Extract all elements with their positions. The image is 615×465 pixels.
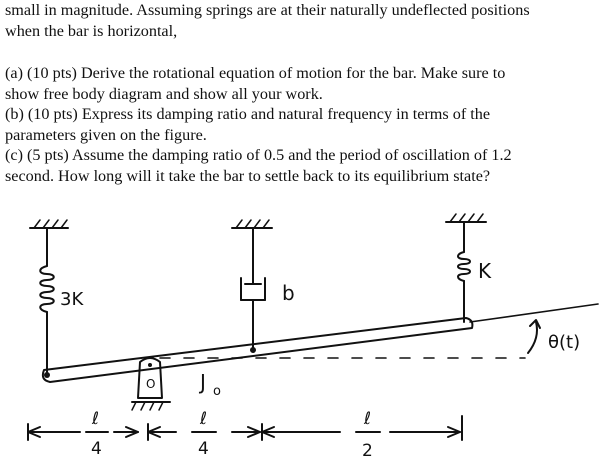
part-c-line-2: second. How long will it take the bar to settle back to its equilibrium state? — [5, 166, 491, 185]
angle-label: θ(t) — [548, 332, 581, 353]
part-a-line-1: (a) (10 pts) Derive the rotational equation of motion for the bar. Make sure to — [5, 64, 506, 82]
dimension-fraction-2 — [192, 409, 216, 459]
right-spring-k — [458, 222, 470, 322]
angle-arrowhead — [530, 320, 540, 328]
inertia-subscript: o — [213, 384, 221, 399]
part-c-line-1: (c) (5 pts) Assume the damping ratio of 0.5 and the period of oscillation of 1.2 — [5, 146, 512, 164]
intro-line-1: small in magnitude. Assuming springs are at their naturally undeflected positions — [5, 1, 530, 19]
svg-text:4: 4 — [91, 439, 102, 459]
right-ceiling-support — [446, 214, 486, 222]
middle-ceiling-support — [232, 220, 272, 228]
mechanism-figure — [0, 205, 615, 465]
paragraph-gap — [5, 41, 613, 63]
left-spring-label: 3K — [60, 289, 84, 310]
bar-extension-line — [470, 304, 598, 322]
part-a-line-2: show free body diagram and show all your work. — [5, 84, 323, 103]
part-b-line-2: parameters given on the figure. — [5, 125, 207, 144]
damper-label: b — [282, 281, 295, 305]
damper-b — [241, 228, 265, 350]
dimension-fraction-3 — [356, 409, 380, 461]
pivot-label: O — [146, 377, 156, 391]
dimension-fraction-1 — [86, 409, 108, 459]
left-spring-3k — [40, 228, 54, 372]
right-spring-label: K — [478, 259, 492, 283]
svg-text:4: 4 — [198, 439, 209, 459]
problem-text — [5, 0, 613, 186]
svg-text:ℓ: ℓ — [364, 409, 372, 429]
svg-text:ℓ: ℓ — [200, 409, 208, 429]
svg-text:ℓ: ℓ — [92, 409, 100, 429]
svg-text:2: 2 — [362, 441, 373, 461]
intro-line-2: when the bar is horizontal, — [5, 21, 178, 40]
left-ceiling-support — [30, 220, 68, 228]
tilted-bar — [43, 318, 473, 382]
inertia-label: J — [200, 370, 206, 394]
part-b-line-1: (b) (10 pts) Express its damping ratio and natural frequency in terms of the — [5, 105, 491, 123]
